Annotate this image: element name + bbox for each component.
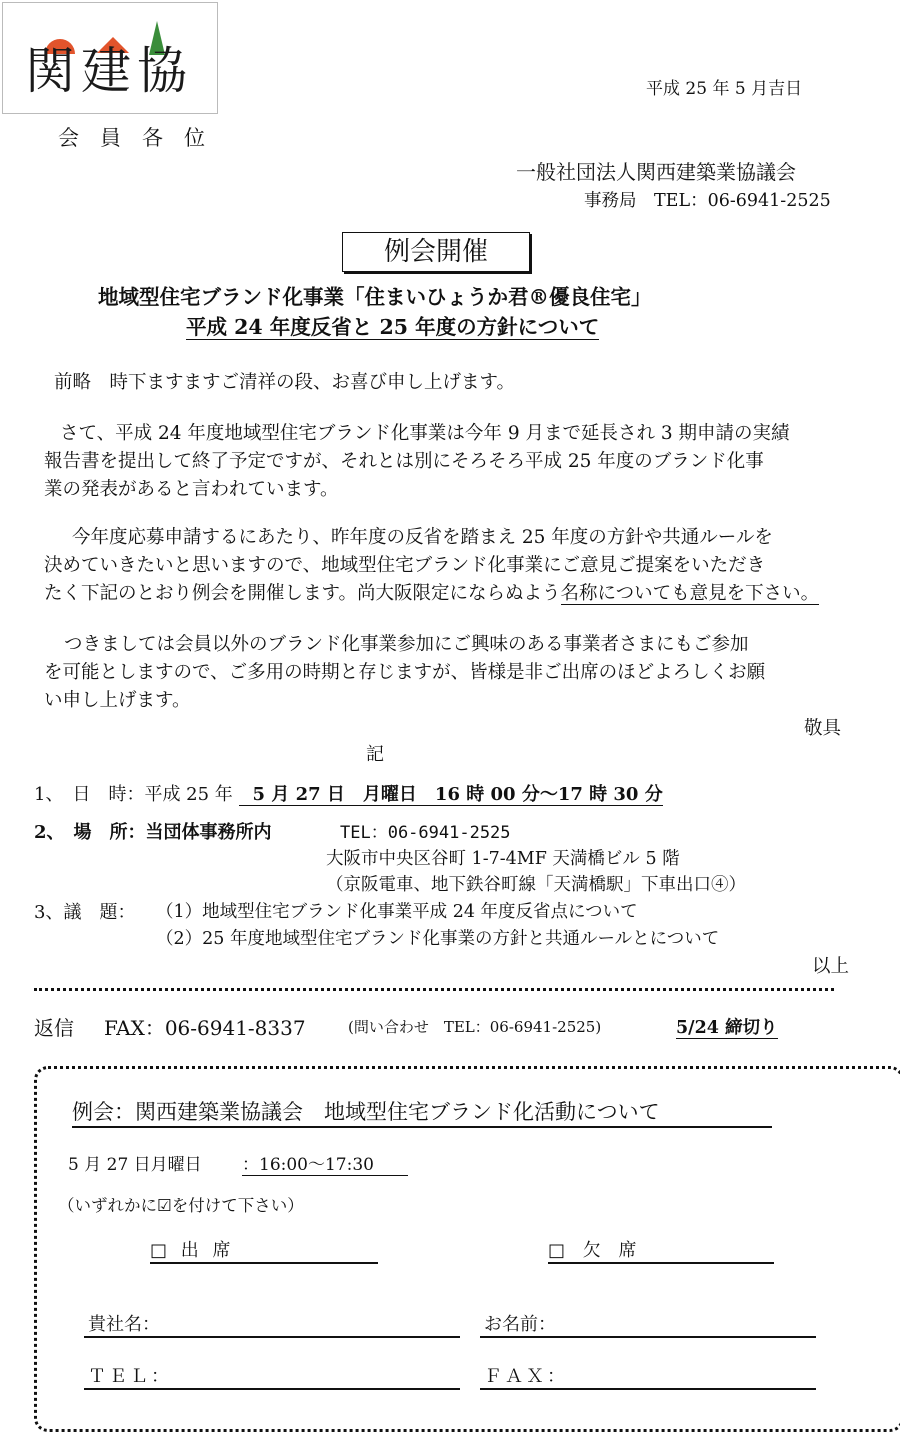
paragraph-2 [44, 524, 864, 608]
date-value: 5 月 27 日 月曜日 16 時 00 分～17 時 30 分 [239, 784, 663, 806]
detail-place [34, 818, 272, 844]
para1-line: 業の発表があると言われています。 [44, 479, 339, 500]
form-date: 5 月 27 日月曜日 [68, 1155, 202, 1175]
greeting: 前略 時下ますますご清祥の段、お喜び申し上げます。 [54, 372, 516, 393]
tel-label: ＴＥＬ： [88, 1366, 172, 1387]
company-field[interactable] [84, 1336, 460, 1338]
document-date: 平成 25 年 5 月吉日 [646, 79, 803, 99]
closing: 敬具 [804, 718, 842, 739]
place-access: （京阪電車、地下鉄谷町線「天満橋駅」下車出口④） [326, 875, 746, 895]
attend-checkbox[interactable]: □ 出 席 [150, 1236, 378, 1264]
absent-checkbox[interactable]: □ 欠 席 [548, 1236, 774, 1264]
agenda-item-1: （1）地域型住宅ブランド化事業平成 24 年度反省点について [156, 902, 638, 922]
reply-deadline: 5/24 締切り [676, 1018, 778, 1038]
para2-line: 決めていきたいと思いますので、地域型住宅ブランド化事業にご意見ご提案をいただき [44, 555, 766, 576]
name-field[interactable] [480, 1336, 816, 1338]
addressee: 会 員 各 位 [58, 126, 205, 150]
date-label: 1、 日 時：平成 25 年 [34, 784, 233, 805]
instruction-text: を付けて下さい） [171, 1196, 304, 1215]
para3-line: を可能としますので、ご多用の時期と存じますが、皆様是非ご出席のほどよろしくお願 [44, 662, 766, 683]
name-label: お名前： [484, 1314, 556, 1335]
para2-underlined: 名称についても意見を下さい。 [560, 583, 820, 604]
para2-line: たく下記のとおり例会を開催します。尚大阪限定にならぬよう [44, 583, 561, 604]
reply-label: 返信 [34, 1016, 74, 1040]
ki-mark: 記 [366, 744, 384, 765]
sender-org: 一般社団法人関西建築業協議会 [516, 160, 796, 184]
paragraph-3 [44, 631, 864, 715]
logo-text: 関建協 [25, 42, 193, 100]
place-tel: TEL：06-6941-2525 [340, 823, 511, 843]
sender-office: 事務局 TEL：06-6941-2525 [584, 191, 831, 211]
divider [34, 988, 834, 991]
place-address: 大阪市中央区谷町 1-7-4MF 天満橋ビル 5 階 [326, 849, 680, 869]
company-label: 貴社名： [88, 1314, 160, 1335]
heading-box [342, 232, 530, 272]
end-mark: 以上 [812, 956, 850, 977]
fax-field[interactable] [480, 1388, 816, 1390]
para2-line: 今年度応募申請するにあたり、昨年度の反省を踏まえ 25 年度の方針や共通ルールを [72, 527, 773, 548]
tel-field[interactable] [84, 1388, 460, 1390]
form-title: 例会：関西建築業協議会 地域型住宅ブランド化活動について [72, 1096, 772, 1128]
logo [2, 2, 218, 114]
form-instruction [58, 1192, 304, 1216]
para3-line: つきましては会員以外のブランド化事業参加にご興味のある事業者さまにもご参加 [64, 634, 749, 655]
fax-label: ＦＡＸ： [484, 1366, 568, 1387]
instruction-text: （いずれかに [58, 1196, 157, 1215]
heading: 例会開催 [383, 237, 488, 267]
agenda-label: 3、議 題： [34, 902, 136, 923]
subject-line2: 平成 24 年度反省と 25 年度の方針について [186, 315, 600, 339]
detail-date [34, 780, 663, 806]
reply-fax: FAX：06-6941-8337 [104, 1016, 306, 1040]
para3-line: い申し上げます。 [44, 690, 191, 711]
form-time: ：16:00～17:30 [242, 1150, 408, 1176]
check-icon: ☑ [157, 1196, 172, 1215]
subject-line1: 地域型住宅ブランド化事業「住まいひょうか君®優良住宅」 [98, 285, 652, 309]
reply-contact: (問い合わせ TEL：06-6941-2525) [348, 1018, 602, 1036]
agenda-item-2: （2）25 年度地域型住宅ブランド化事業の方針と共通ルールとについて [156, 929, 720, 949]
para1-line: 報告書を提出して終了予定ですが、それとは別にそろそろ平成 25 年度のブランド化事 [44, 451, 764, 472]
paragraph-1 [44, 420, 864, 504]
para1-line: さて、平成 24 年度地域型住宅ブランド化事業は今年 9 月まで延長され 3 期申請の実績 [60, 423, 790, 444]
place-label: 2、 場 所：当団体事務所内 [34, 822, 272, 843]
